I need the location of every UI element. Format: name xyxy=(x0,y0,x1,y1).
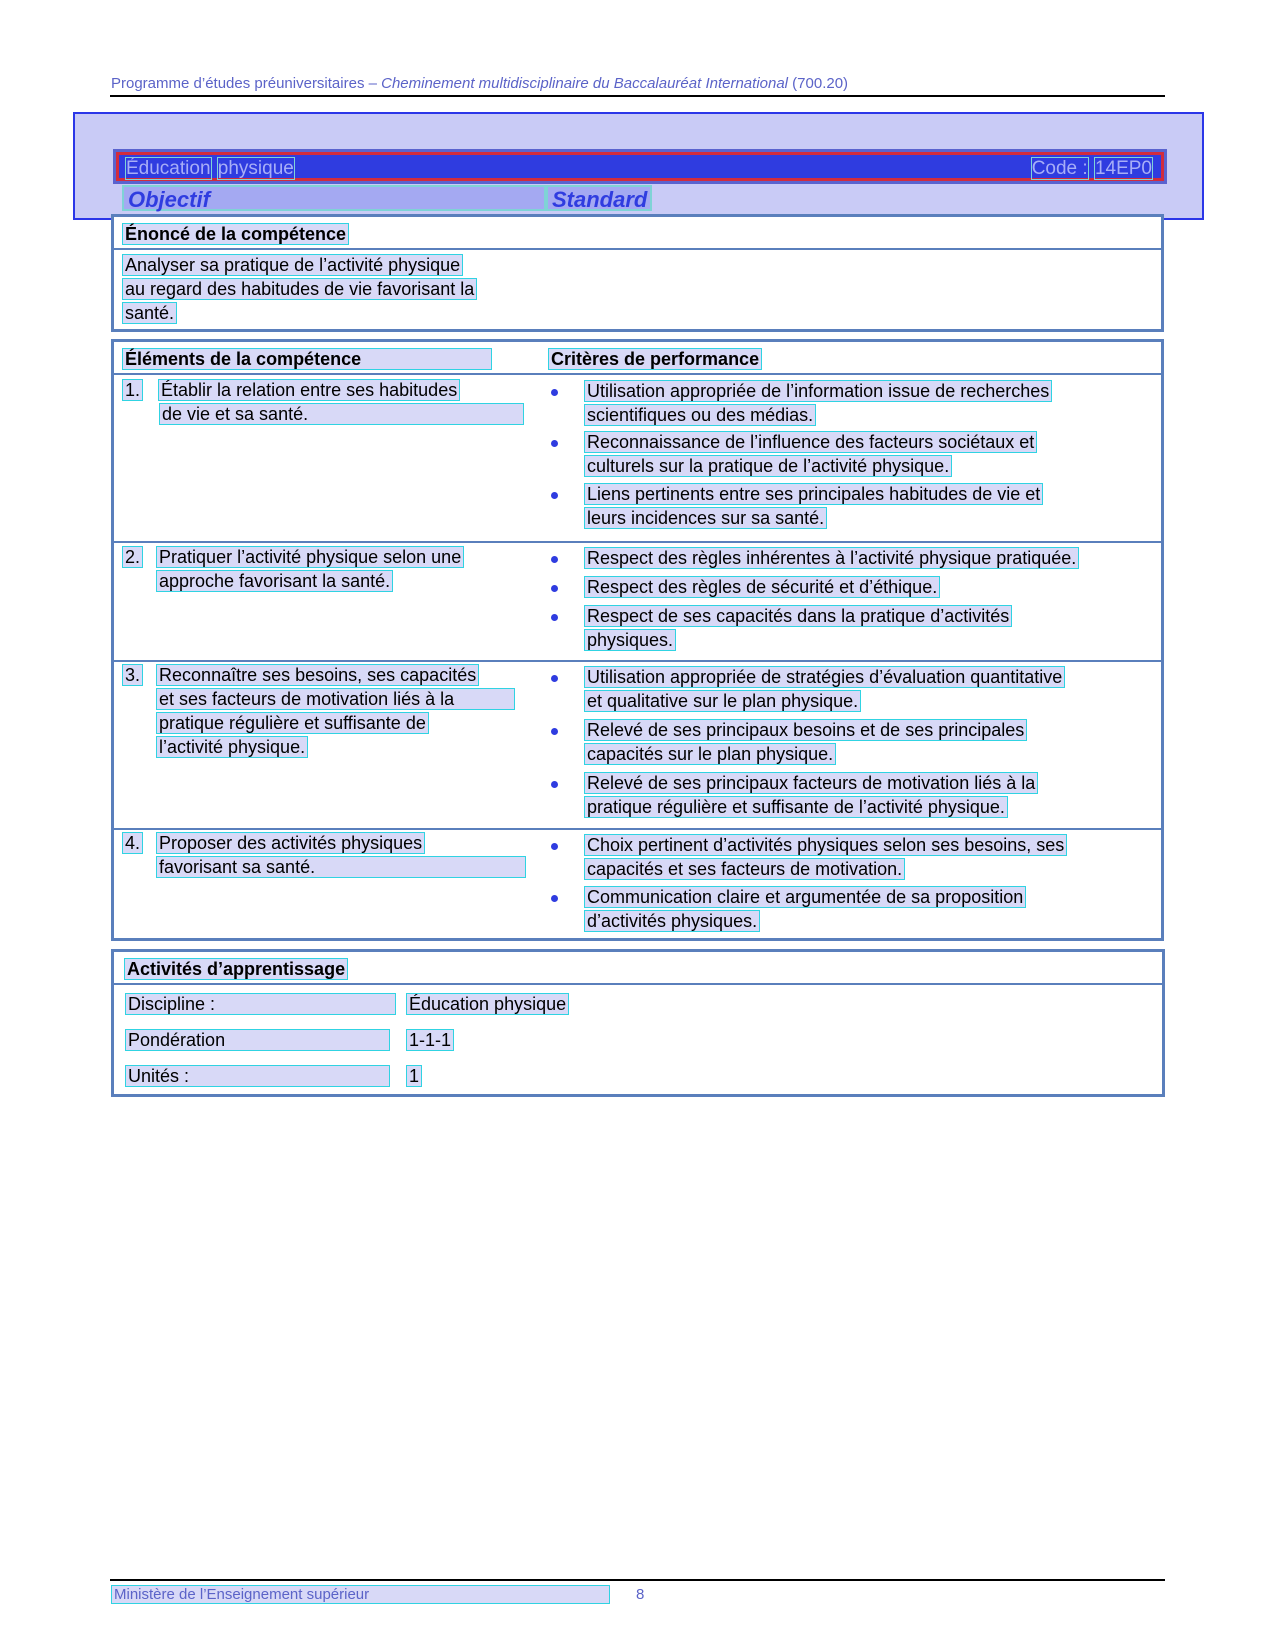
page-number: 8 xyxy=(636,1586,645,1603)
element-1: 1. Établir la relation entre ses habitudes xyxy=(122,378,460,402)
footer-rule xyxy=(110,1579,1165,1581)
element-2: 2. Pratiquer l’activité physique selon une xyxy=(122,545,464,569)
bullet-icon xyxy=(551,556,558,563)
header-code: (700.20) xyxy=(788,75,849,92)
page-header xyxy=(111,75,848,92)
header-program: Programme d’études préuniversitaires – xyxy=(111,75,382,92)
discipline-label: Discipline : xyxy=(125,993,396,1015)
criterion: Respect des règles inhérentes à l’activité physique pratiquée. xyxy=(584,546,1079,570)
weighting-value: 1-1-1 xyxy=(406,1029,454,1051)
activities-box xyxy=(111,949,1165,1097)
standard-label: Standard xyxy=(546,185,652,211)
header-rule xyxy=(110,95,1165,97)
course-title-bar xyxy=(116,152,1164,181)
units-value: 1 xyxy=(406,1065,422,1087)
bullet-icon xyxy=(551,895,558,902)
bullet-icon xyxy=(551,728,558,735)
objective-label: Objectif xyxy=(122,185,546,211)
criterion: Respect des règles de sécurité et d’éthique. xyxy=(584,575,940,599)
bullet-icon xyxy=(551,781,558,788)
footer-ministry: Ministère de l’Enseignement supérieur xyxy=(111,1585,610,1604)
course-title xyxy=(125,158,295,180)
code-value: 14EP0 xyxy=(1094,158,1152,179)
criterion: Reconnaissance de l’influence des facteurs sociétaux et xyxy=(584,430,1037,454)
criterion: Utilisation appropriée de l’information issue de recherches xyxy=(584,379,1052,403)
discipline-value: Éducation physique xyxy=(406,993,569,1015)
criterion: Relevé de ses principaux facteurs de motivation liés à la xyxy=(584,771,1038,795)
statement-line: Analyser sa pratique de l’activité physique xyxy=(122,254,463,276)
criterion: Communication claire et argumentée de sa proposition xyxy=(584,885,1026,909)
criterion: Liens pertinents entre ses principales habitudes de vie et xyxy=(584,482,1043,506)
element-3: 3. Reconnaître ses besoins, ses capacités xyxy=(122,663,479,687)
header-pathway: Cheminement multidisciplinaire du Baccalauréat International xyxy=(381,75,789,92)
criterion: Relevé de ses principaux besoins et de ses principales xyxy=(584,718,1027,742)
statement-heading: Énoncé de la compétence xyxy=(122,223,349,245)
col-elements-header: Éléments de la compétence xyxy=(122,348,492,370)
criterion: Respect de ses capacités dans la pratique d’activités xyxy=(584,604,1012,628)
statement-box xyxy=(111,214,1164,332)
bullet-icon xyxy=(551,843,558,850)
element-4: 4. Proposer des activités physiques xyxy=(122,831,425,855)
bullet-icon xyxy=(551,440,558,447)
course-word-1: Éducation xyxy=(126,158,211,179)
weighting-label: Pondération xyxy=(125,1029,390,1051)
col-criteria-header: Critères de performance xyxy=(548,348,762,370)
statement-line: santé. xyxy=(122,302,177,324)
competence-table: Éléments de la compétence Critères de performance 1. Établir la relation entre ses habitudes de vie et sa santé. Utilisation appropriée de l’information issue de recherches scientifiques ou des médias. Reconnaissance de l’influence des facteurs sociétaux et culturels sur la pratique de l’activité physique. Liens pertinents entre ses principales habitudes de vie et leurs incidences sur sa santé. 2. Pratiquer l’activité physique selon une approche favorisant la santé. Respect des règles inhérentes à l’activité physique pratiquée. Respect des règles de sécurité et d’éthique. Respect de ses capacités dans la pratique d’activités physiques. 3. Reconnaître ses besoins, ses capacités et ses facteurs de motivation liés à la pratique régulière et suffisante de l’activité physique. Utilisation appropriée de stratégies d’évaluation quantitative et qualitative sur le plan physique. Relevé de ses principaux besoins et de ses principales capacités sur le plan physique. Relevé de ses principaux facteurs de motivation liés à la pratique régulière et suffisante de l’activité physique. 4. Proposer des activités physiques favorisant sa santé. Choix pertinent d’activités physiques selon ses besoins, ses capacités et ses facteurs de motivation. Communication claire et argumentée de sa proposition d’activités physiques. xyxy=(111,339,1164,941)
units-label: Unités : xyxy=(125,1065,390,1087)
criterion: Utilisation appropriée de stratégies d’évaluation quantitative xyxy=(584,665,1065,689)
bullet-icon xyxy=(551,675,558,682)
bullet-icon xyxy=(551,389,558,396)
criterion: Choix pertinent d’activités physiques selon ses besoins, ses xyxy=(584,833,1067,857)
bullet-icon xyxy=(551,585,558,592)
bullet-icon xyxy=(551,492,558,499)
bullet-icon xyxy=(551,614,558,621)
activities-heading: Activités d’apprentissage xyxy=(124,958,348,980)
course-word-2: physique xyxy=(217,158,294,179)
course-code xyxy=(1031,158,1153,180)
statement-line: au regard des habitudes de vie favorisant la xyxy=(122,278,477,300)
code-label: Code : xyxy=(1031,158,1088,179)
